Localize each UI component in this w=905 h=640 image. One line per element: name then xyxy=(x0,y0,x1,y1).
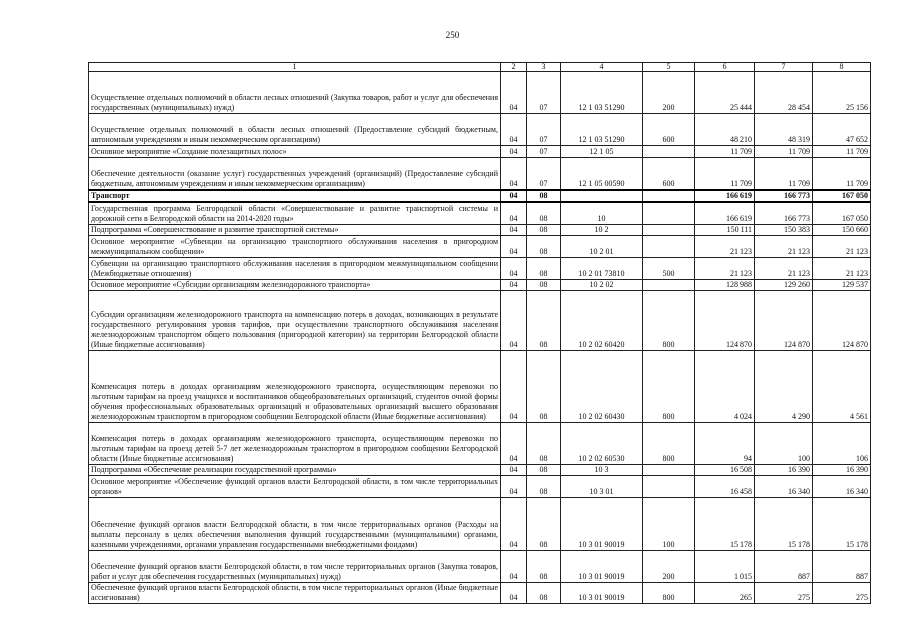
table-row xyxy=(89,498,871,551)
amount-year-3: 11 709 xyxy=(813,158,871,191)
section-code: 04 xyxy=(501,465,527,476)
amount-year-2: 16 390 xyxy=(755,465,813,476)
subsection-code: 08 xyxy=(527,465,561,476)
amount-year-3: 25 156 xyxy=(813,72,871,114)
subsection-code: 08 xyxy=(527,351,561,423)
subsection-code: 08 xyxy=(527,423,561,465)
amount-year-1: 150 111 xyxy=(695,225,755,236)
table-row xyxy=(89,291,871,351)
amount-year-3: 16 340 xyxy=(813,476,871,498)
table-row xyxy=(89,423,871,465)
table-row xyxy=(89,72,871,114)
amount-year-1: 166 619 xyxy=(695,190,755,202)
amount-year-1: 166 619 xyxy=(695,202,755,225)
target-article-code: 10 2 xyxy=(561,225,643,236)
row-name: Подпрограмма «Совершенствование и развитие транспортной системы» xyxy=(89,225,501,236)
amount-year-2: 16 340 xyxy=(755,476,813,498)
amount-year-1: 15 178 xyxy=(695,498,755,551)
row-name: Осуществление отдельных полномочий в области лесных отношений (Предоставление субсидий бюджетным, автономным учреждениям и иным некоммерческим организациям) xyxy=(89,114,501,146)
column-header: 3 xyxy=(527,63,561,72)
amount-year-1: 1 015 xyxy=(695,551,755,583)
subsection-code: 08 xyxy=(527,258,561,280)
subsection-code: 08 xyxy=(527,551,561,583)
expense-type-code xyxy=(643,476,695,498)
amount-year-2: 48 319 xyxy=(755,114,813,146)
section-code: 04 xyxy=(501,476,527,498)
amount-year-3: 150 660 xyxy=(813,225,871,236)
row-name: Основное мероприятие «Субвенции на организацию транспортного обслуживания населения в пригородном межмуниципальном сообщении» xyxy=(89,236,501,258)
subsection-code: 08 xyxy=(527,190,561,202)
table-row xyxy=(89,146,871,158)
expense-type-code xyxy=(643,225,695,236)
amount-year-3: 21 123 xyxy=(813,236,871,258)
subsection-code: 08 xyxy=(527,476,561,498)
amount-year-3: 47 652 xyxy=(813,114,871,146)
target-article-code: 12 1 03 51290 xyxy=(561,114,643,146)
target-article-code: 10 2 02 60530 xyxy=(561,423,643,465)
subsection-code: 07 xyxy=(527,158,561,191)
amount-year-1: 16 508 xyxy=(695,465,755,476)
section-code: 04 xyxy=(501,423,527,465)
amount-year-1: 11 709 xyxy=(695,146,755,158)
amount-year-3: 167 050 xyxy=(813,190,871,202)
subsection-code: 08 xyxy=(527,498,561,551)
amount-year-3: 887 xyxy=(813,551,871,583)
amount-year-2: 100 xyxy=(755,423,813,465)
expense-type-code xyxy=(643,190,695,202)
amount-year-1: 16 458 xyxy=(695,476,755,498)
table-body xyxy=(89,72,871,604)
subsection-code: 08 xyxy=(527,280,561,291)
table-row xyxy=(89,236,871,258)
expense-type-code: 800 xyxy=(643,291,695,351)
column-header: 5 xyxy=(643,63,695,72)
amount-year-2: 887 xyxy=(755,551,813,583)
section-code: 04 xyxy=(501,551,527,583)
amount-year-1: 11 709 xyxy=(695,158,755,191)
row-name: Обеспечение деятельности (оказание услуг) государственных учреждений (организаций) (Предоставление субсидий бюджетным, автономным учреждениям и иным некоммерческим организациям) xyxy=(89,158,501,191)
amount-year-2: 4 290 xyxy=(755,351,813,423)
column-header: 1 xyxy=(89,63,501,72)
expense-type-code xyxy=(643,236,695,258)
table-row xyxy=(89,114,871,146)
target-article-code: 12 1 03 51290 xyxy=(561,72,643,114)
section-code: 04 xyxy=(501,258,527,280)
expense-type-code: 800 xyxy=(643,423,695,465)
expense-type-code: 200 xyxy=(643,551,695,583)
amount-year-2: 150 383 xyxy=(755,225,813,236)
target-article-code xyxy=(561,190,643,202)
row-name: Подпрограмма «Обеспечение реализации государственной программы» xyxy=(89,465,501,476)
target-article-code: 10 3 01 90019 xyxy=(561,551,643,583)
expense-type-code xyxy=(643,146,695,158)
expense-type-code: 600 xyxy=(643,114,695,146)
table-row xyxy=(89,202,871,225)
expense-type-code: 800 xyxy=(643,351,695,423)
section-code: 04 xyxy=(501,351,527,423)
section-code: 04 xyxy=(501,202,527,225)
row-name: Транспорт xyxy=(89,190,501,202)
amount-year-2: 11 709 xyxy=(755,158,813,191)
section-code: 04 xyxy=(501,291,527,351)
subsection-code: 08 xyxy=(527,291,561,351)
table-row xyxy=(89,225,871,236)
target-article-code: 10 2 02 60420 xyxy=(561,291,643,351)
section-code: 04 xyxy=(501,225,527,236)
target-article-code: 10 2 01 xyxy=(561,236,643,258)
section-code: 04 xyxy=(501,158,527,191)
section-code: 04 xyxy=(501,190,527,202)
subsection-code: 07 xyxy=(527,72,561,114)
target-article-code: 10 2 01 73810 xyxy=(561,258,643,280)
row-name: Основное мероприятие «Субсидии организациям железнодорожного транспорта» xyxy=(89,280,501,291)
subsection-code: 08 xyxy=(527,583,561,604)
target-article-code: 10 xyxy=(561,202,643,225)
amount-year-1: 48 210 xyxy=(695,114,755,146)
amount-year-3: 15 178 xyxy=(813,498,871,551)
section-code: 04 xyxy=(501,114,527,146)
amount-year-1: 4 024 xyxy=(695,351,755,423)
amount-year-3: 16 390 xyxy=(813,465,871,476)
table-row xyxy=(89,476,871,498)
table-row xyxy=(89,280,871,291)
table-row xyxy=(89,158,871,191)
expense-type-code: 600 xyxy=(643,158,695,191)
table-row xyxy=(89,465,871,476)
subsection-code: 08 xyxy=(527,202,561,225)
amount-year-3: 275 xyxy=(813,583,871,604)
amount-year-3: 106 xyxy=(813,423,871,465)
row-name: Осуществление отдельных полномочий в области лесных отношений (Закупка товаров, работ и услуг для обеспечения государственных (муниципальных) нужд) xyxy=(89,72,501,114)
row-name: Основное мероприятие «Создание полезащитных полос» xyxy=(89,146,501,158)
amount-year-2: 15 178 xyxy=(755,498,813,551)
subsection-code: 07 xyxy=(527,114,561,146)
table-row xyxy=(89,551,871,583)
amount-year-1: 25 444 xyxy=(695,72,755,114)
section-code: 04 xyxy=(501,583,527,604)
table-row xyxy=(89,583,871,604)
amount-year-1: 94 xyxy=(695,423,755,465)
target-article-code: 12 1 05 00590 xyxy=(561,158,643,191)
amount-year-3: 11 709 xyxy=(813,146,871,158)
expense-type-code: 200 xyxy=(643,72,695,114)
row-name: Государственная программа Белгородской области «Совершенствование и развитие транспортной системы и дорожной сети в Белгородской области на 2014-2020 годы» xyxy=(89,202,501,225)
amount-year-2: 21 123 xyxy=(755,236,813,258)
expense-type-code xyxy=(643,280,695,291)
target-article-code: 10 3 xyxy=(561,465,643,476)
section-code: 04 xyxy=(501,72,527,114)
amount-year-1: 128 988 xyxy=(695,280,755,291)
expense-type-code xyxy=(643,465,695,476)
subsection-code: 08 xyxy=(527,236,561,258)
section-code: 04 xyxy=(501,280,527,291)
expense-type-code: 100 xyxy=(643,498,695,551)
target-article-code: 10 3 01 90019 xyxy=(561,498,643,551)
amount-year-1: 265 xyxy=(695,583,755,604)
amount-year-3: 21 123 xyxy=(813,258,871,280)
amount-year-3: 167 050 xyxy=(813,202,871,225)
amount-year-2: 11 709 xyxy=(755,146,813,158)
column-header: 6 xyxy=(695,63,755,72)
amount-year-2: 124 870 xyxy=(755,291,813,351)
table-row xyxy=(89,351,871,423)
page-number: 250 xyxy=(445,30,460,40)
column-header: 2 xyxy=(501,63,527,72)
header-row xyxy=(89,63,871,72)
row-name: Субвенции на организацию транспортного обслуживания населения в пригородном межмуниципальном сообщении (Межбюджетные отношения) xyxy=(89,258,501,280)
amount-year-1: 21 123 xyxy=(695,258,755,280)
amount-year-3: 129 537 xyxy=(813,280,871,291)
budget-table xyxy=(88,62,871,604)
target-article-code: 10 3 01 xyxy=(561,476,643,498)
row-name: Компенсация потерь в доходах организациям железнодорожного транспорта, осуществляющим перевозки по льготным тарифам на проезд учащихся и воспитанников общеобразовательных организаций, студентов очной формы обучения профессиональных образовательных организаций и образовательных организаций высшего образования железнодорожным транспортом в пригородном сообщении Белгородской области (Иные бюджетные ассигнования) xyxy=(89,351,501,423)
amount-year-2: 28 454 xyxy=(755,72,813,114)
amount-year-3: 4 561 xyxy=(813,351,871,423)
target-article-code: 10 3 01 90019 xyxy=(561,583,643,604)
row-name: Обеспечение функций органов власти Белгородской области, в том числе территориальных органов (Расходы на выплаты персоналу в целях обеспечения выполнения функций государственными (муниципальными) органами, казенными учреждениями, органами управления государственными внебюджетными фондами) xyxy=(89,498,501,551)
target-article-code: 10 2 02 xyxy=(561,280,643,291)
amount-year-3: 124 870 xyxy=(813,291,871,351)
row-name: Основное мероприятие «Обеспечение функций органов власти Белгородской области, в том числе территориальных органов» xyxy=(89,476,501,498)
amount-year-2: 21 123 xyxy=(755,258,813,280)
amount-year-1: 21 123 xyxy=(695,236,755,258)
row-name: Обеспечение функций органов власти Белгородской области, в том числе территориальных органов (Иные бюджетные ассигнования) xyxy=(89,583,501,604)
table-row xyxy=(89,190,871,202)
subsection-code: 07 xyxy=(527,146,561,158)
target-article-code: 12 1 05 xyxy=(561,146,643,158)
amount-year-2: 275 xyxy=(755,583,813,604)
amount-year-2: 129 260 xyxy=(755,280,813,291)
column-header: 4 xyxy=(561,63,643,72)
subsection-code: 08 xyxy=(527,225,561,236)
expense-type-code: 800 xyxy=(643,583,695,604)
row-name: Компенсация потерь в доходах организациям железнодорожного транспорта, осуществляющим перевозки по льготным тарифам на проезд детей 5-7 лет железнодорожным транспортом в пригородном сообщении Белгородской области (Иные бюджетные ассигнования) xyxy=(89,423,501,465)
column-header: 7 xyxy=(755,63,813,72)
section-code: 04 xyxy=(501,236,527,258)
amount-year-1: 124 870 xyxy=(695,291,755,351)
section-code: 04 xyxy=(501,498,527,551)
amount-year-2: 166 773 xyxy=(755,202,813,225)
section-code: 04 xyxy=(501,146,527,158)
row-name: Обеспечение функций органов власти Белгородской области, в том числе территориальных органов (Закупка товаров, работ и услуг для обеспечения государственных (муниципальных) нужд) xyxy=(89,551,501,583)
row-name: Субсидии организациям железнодорожного транспорта на компенсацию потерь в доходах, возникающих в результате государственного регулирования уровня тарифов, при осуществлении транспортного обслуживания населения железнодорожным транспортом общего пользования (пригородной категории) на территории Белгородской области (Иные бюджетные ассигнования) xyxy=(89,291,501,351)
amount-year-2: 166 773 xyxy=(755,190,813,202)
column-header: 8 xyxy=(813,63,871,72)
table-row xyxy=(89,258,871,280)
expense-type-code xyxy=(643,202,695,225)
expense-type-code: 500 xyxy=(643,258,695,280)
target-article-code: 10 2 02 60430 xyxy=(561,351,643,423)
